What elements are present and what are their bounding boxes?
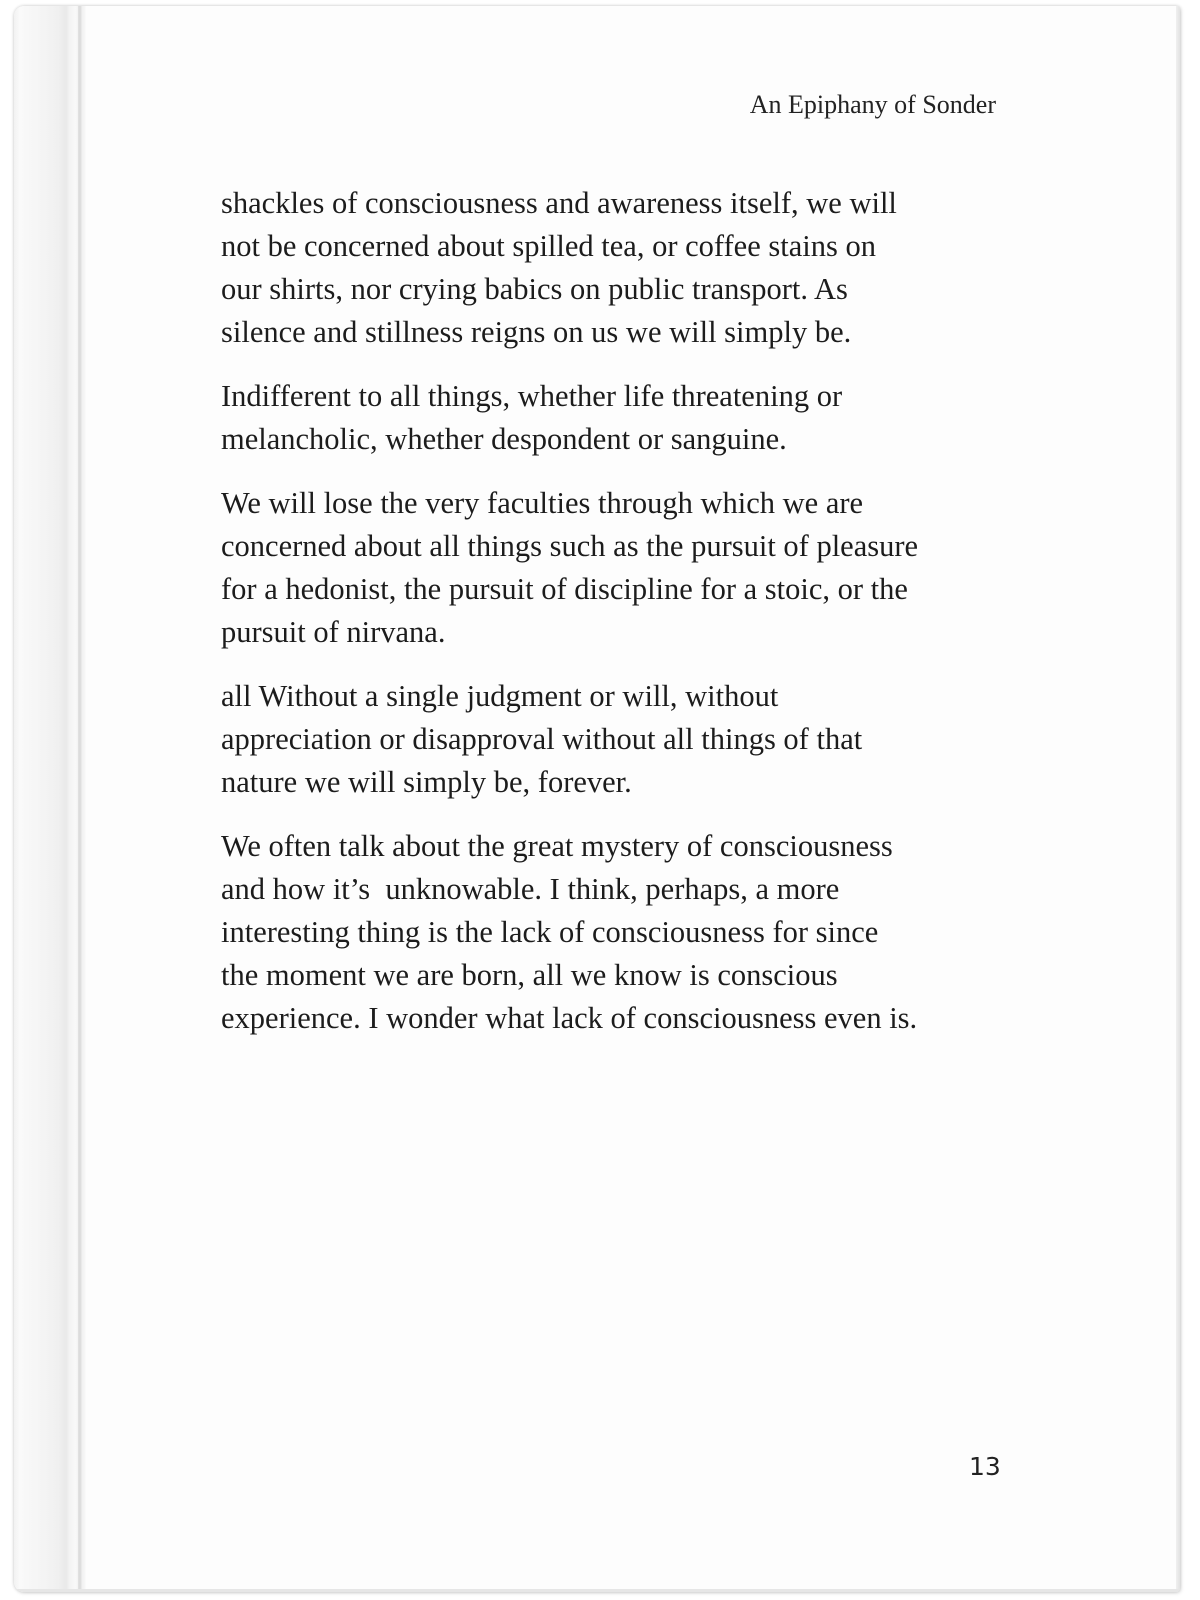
book-spine	[14, 6, 86, 1592]
text-line: We often talk about the great mystery of consciousness	[221, 829, 893, 863]
text-line: for a hedonist, the pursuit of discipline for a stoic, or the	[221, 572, 908, 606]
text-line: experience. I wonder what lack of consciousness even is.	[221, 1001, 918, 1035]
text-line: shackles of consciousness and awareness itself, we will	[221, 186, 897, 220]
text-line: and how it’s unknowable. I think, perhaps, a more	[221, 872, 840, 906]
text-line: We will lose the very faculties through which we are	[221, 486, 864, 520]
page-edge-bottom	[14, 1589, 1180, 1592]
text-line: all Without a single judgment or will, without	[221, 679, 779, 713]
text-line: pursuit of nirvana.	[221, 615, 446, 649]
spine-fold-line	[78, 6, 82, 1592]
paragraph	[221, 182, 1021, 354]
text-line: silence and stillness reigns on us we will simply be.	[221, 315, 852, 349]
running-header-title: An Epiphany of Sonder	[749, 90, 996, 119]
text-line: not be concerned about spilled tea, or coffee stains on	[221, 229, 876, 263]
text-line: appreciation or disapproval without all things of that	[221, 722, 863, 756]
page-edge-right	[1176, 6, 1180, 1592]
text-line: Indifferent to all things, whether life threatening or	[221, 379, 843, 413]
paragraph	[221, 825, 1021, 1040]
paragraph	[221, 482, 1021, 654]
text-line: nature we will simply be, forever.	[221, 765, 632, 799]
paragraph	[221, 375, 1021, 461]
text-line: melancholic, whether despondent or sanguine.	[221, 422, 787, 456]
page-body	[221, 182, 1021, 1061]
paragraph	[221, 675, 1021, 804]
book-page	[14, 6, 1180, 1592]
text-line: the moment we are born, all we know is conscious	[221, 958, 838, 992]
text-line: our shirts, nor crying babics on public transport. As	[221, 272, 848, 306]
text-line: interesting thing is the lack of consciousness for since	[221, 915, 879, 949]
page-number: 13	[969, 1452, 1001, 1481]
text-line: concerned about all things such as the pursuit of pleasure	[221, 529, 919, 563]
